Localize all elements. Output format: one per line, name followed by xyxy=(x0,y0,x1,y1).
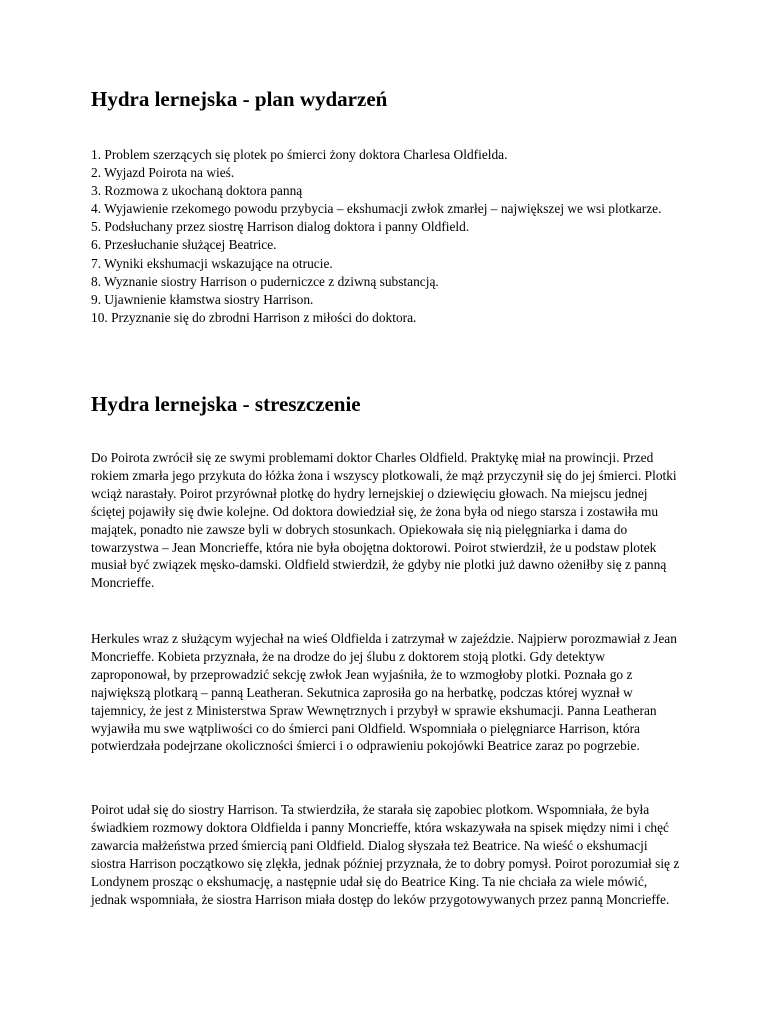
list-item: 10. Przyznanie się do zbrodni Harrison z miłości do doktora. xyxy=(91,309,417,325)
list-item: 2. Wyjazd Poirota na wieś. xyxy=(91,165,235,181)
list-item: 7. Wyniki ekshumacji wskazujące na otrucie. xyxy=(91,255,333,271)
list-item: 5. Podsłuchany przez siostrę Harrison dialog doktora i panny Oldfield. xyxy=(91,219,470,235)
plan-heading: Hydra lernejska - plan wydarzeń xyxy=(91,87,388,111)
list-item: 1. Problem szerzących się plotek po śmierci żony doktora Charlesa Oldfielda. xyxy=(91,147,508,162)
summary-paragraph-3: Poirot udał się do siostry Harrison. Ta stwierdziła, że starała się zapobiec plotkom. Wspomniała, że była świadkiem rozmowy doktora Oldfielda i panny Moncrieffe, która wskazywała na spisek między nimi i chęć zawarcia małżeństwa przed śmiercią pani Oldfield. Dialog słyszała też Beatrice. Na wieść o ekshumacji siostra Harrison początkowo się zlękła, jednak później przyznała, że to dobry pomysł. Poirot porozumiał się z Londynem prosząc o ekshumację, a następnie udał się do Beatrice King. Ta nie chciała za wiele mówić, jednak wspomniała, że siostra Harrison miała dostęp do leków przygotowywanych przez panną Moncrieffe. xyxy=(91,802,680,907)
list-item: 8. Wyznanie siostry Harrison o puderniczce z dziwną substancją. xyxy=(91,273,439,289)
summary-paragraph-2: Herkules wraz z służącym wyjechał na wieś Oldfielda i zatrzymał w zajeździe. Najpierw porozmawiał z Jean Moncrieffe. Kobieta przyznała, że na drodze do jej ślubu z doktorem stoją plotki. Gdy detektyw zaproponował, by przeprowadzić sekcję zwłok Jean wyjaśniła, że to wzmogłoby plotki. Poznała go z największą plotkarą – panną Leatheran. Sekutnica zaprosiła go na herbatkę, podczas której wyznał w tajemnicy, że jest z Ministerstwa Spraw Wewnętrznych i przybył w sprawie ekshumacji. Panna Leatheran wyjawiła mu swe wątpliwości co do śmierci pani Oldfield. Wspomniała o pielęgniarce Harrison, która potwierdzała podejrzane okoliczności śmierci i o odprawieniu pokojówki Beatrice zaraz po pogrzebie. xyxy=(91,631,677,754)
plan-list xyxy=(91,146,681,327)
summary-paragraph-1: Do Poirota zwrócił się ze swymi problemami doktor Charles Oldfield. Praktykę miał na prowincji. Przed rokiem zmarła jego przykuta do łóżka żona i wszyscy plotkowali, że mąż przyczynił się do jej śmierci. Plotki wciąż narastały. Poirot przyrównał plotkę do hydry lernejskiej o dziewięciu głowach. Na miejscu jednej ściętej pojawiły się dwie kolejne. Od doktora dowiedział się, że żona była od niego starsza i zostawiła mu majątek, ponadto nie zawsze byli w dobrych stosunkach. Opiekowała się nią pielęgniarka i dama do towarzystwa – Jean Moncrieffe, która nie była obojętna doktorowi. Poirot stwierdził, że u podstaw plotek musiał być związek męsko-damski. Oldfield stwierdził, że gdyby nie plotki już dawno ożeniłby się z panną Moncrieffe. xyxy=(91,450,677,591)
list-item: 4. Wyjawienie rzekomego powodu przybycia – ekshumacji zwłok zmarłej – największej we wsi plotkarze. xyxy=(91,201,662,217)
summary-heading: Hydra lernejska - streszczenie xyxy=(91,392,361,416)
list-item: 6. Przesłuchanie służącej Beatrice. xyxy=(91,237,277,253)
list-item: 9. Ujawnienie kłamstwa siostry Harrison. xyxy=(91,291,314,307)
list-item: 3. Rozmowa z ukochaną doktora panną xyxy=(91,183,303,199)
